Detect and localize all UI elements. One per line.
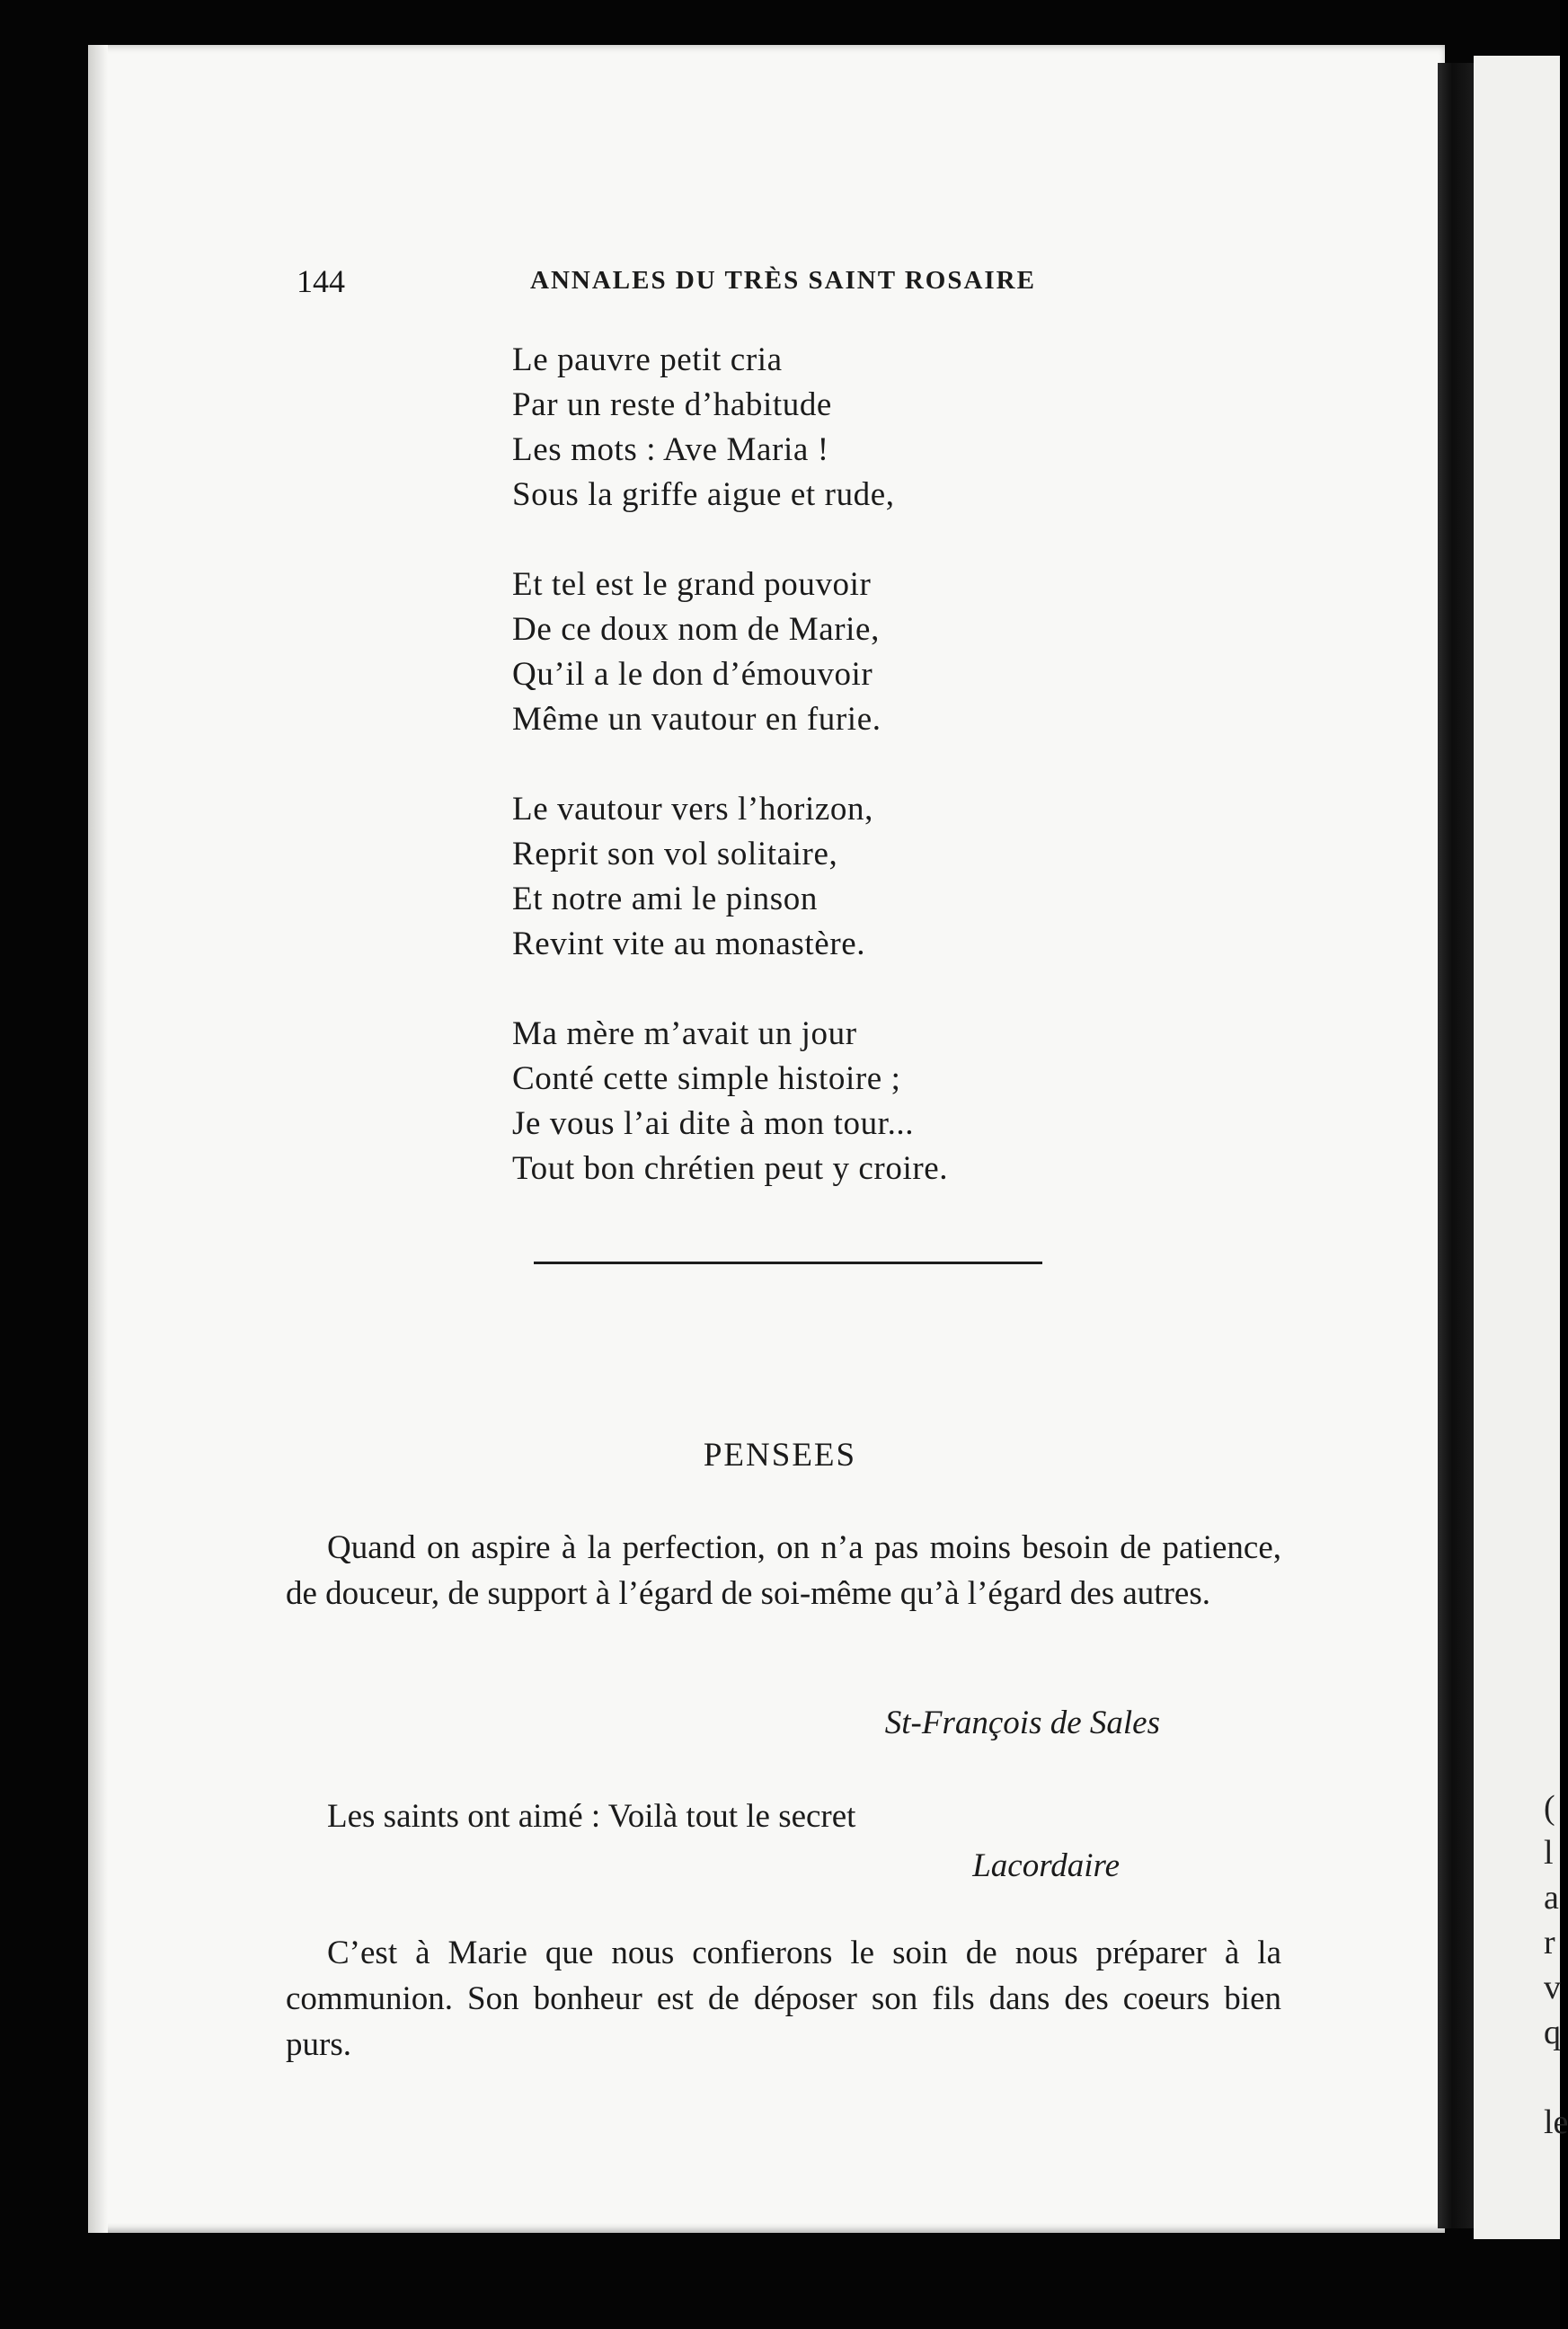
poem-line: Ma mère m’avait un jour	[512, 1015, 857, 1052]
poem-line: Les mots : Ave Maria !	[512, 431, 829, 468]
poem-line: Et tel est le grand pouvoir	[512, 566, 872, 603]
poem-line: Même un vautour en furie.	[512, 701, 881, 738]
poem-line: Et notre ami le pinson	[512, 881, 818, 917]
facing-page-text-fragment	[1544, 1785, 1568, 2145]
section-divider-rule	[534, 1262, 1042, 1264]
book-gutter	[1438, 63, 1474, 2228]
poem-line: Revint vite au monastère.	[512, 925, 866, 962]
poem-line: De ce doux nom de Marie,	[512, 611, 880, 648]
quote-text: Les saints ont aimé : Voilà tout le secret	[327, 1798, 856, 1835]
quote-paragraph	[286, 1525, 1281, 1616]
quote-paragraph	[286, 1930, 1281, 2068]
section-title-text: PENSEES	[703, 1437, 857, 1474]
quote-text: C’est à Marie que nous confierons le soin de nous préparer à la communion. Son bonheur est de déposer son fils dans des coeurs bien purs.	[286, 1935, 1281, 2063]
poem-stanza	[512, 338, 948, 518]
facing-page-glyph: v	[1544, 1969, 1561, 2006]
poem-line: Par un reste d’habitude	[512, 386, 832, 423]
quote-attribution: St-François de Sales	[884, 1705, 1160, 1741]
facing-page-glyph: l	[1544, 1834, 1554, 1872]
page-number: 144	[297, 263, 345, 299]
poem-line: Sous la griffe aigue et rude,	[512, 476, 895, 513]
running-head: ANNALES DU TRÈS SAINT ROSAIRE	[530, 266, 1036, 295]
poem-line: Je vous l’ai dite à mon tour...	[512, 1105, 915, 1142]
poem-stanza	[512, 1012, 948, 1191]
facing-page-glyph: q	[1544, 2014, 1561, 2051]
facing-page-glyph: r	[1544, 1924, 1555, 1961]
facing-page-glyph: a	[1544, 1879, 1559, 1917]
facing-page-glyph: le	[1544, 2103, 1568, 2141]
quote-text: Quand on aspire à la perfection, on n’a pas moins besoin de patience, de douceur, de support à l’égard de soi-même qu’à l’égard des autres.	[286, 1529, 1281, 1612]
poem-stanza	[512, 562, 948, 742]
poem-stanza	[512, 787, 948, 967]
poem-line: Qu’il a le don d’émouvoir	[512, 656, 873, 693]
poem-line: Le pauvre petit cria	[512, 341, 783, 378]
quote-attribution: Lacordaire	[972, 1847, 1120, 1884]
poem-line: Tout bon chrétien peut y croire.	[512, 1150, 949, 1187]
facing-page-edge	[1474, 56, 1568, 2239]
facing-page-glyph	[1544, 2055, 1568, 2100]
poem-line: Le vautour vers l’horizon,	[512, 791, 873, 828]
poem	[512, 338, 948, 1236]
facing-page-glyph: (	[1544, 1789, 1555, 1827]
page-header	[297, 262, 1420, 298]
poem-line: Conté cette simple histoire ;	[512, 1060, 901, 1097]
poem-line: Reprit son vol solitaire,	[512, 836, 838, 872]
section-title	[0, 1436, 1560, 1474]
